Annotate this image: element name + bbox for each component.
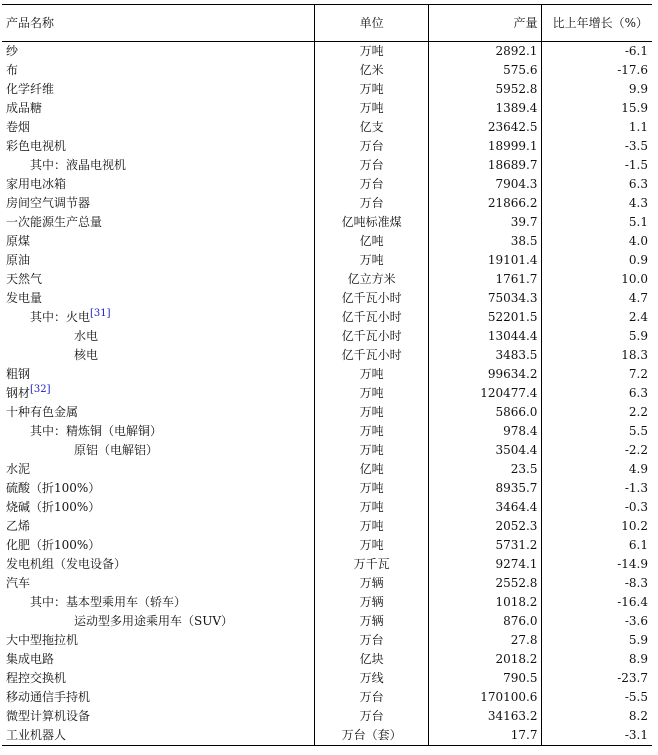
product-name: 移动通信手持机 <box>6 690 91 704</box>
unit-cell: 万台 <box>315 688 429 707</box>
table-row <box>2 156 652 175</box>
table-row <box>2 118 652 137</box>
product-name: 成品糖 <box>6 101 43 115</box>
output-cell: 120477.4 <box>428 384 542 403</box>
growth-cell: 0.9 <box>542 251 652 270</box>
growth-cell: -3.6 <box>542 612 652 631</box>
product-name-cell <box>2 688 315 707</box>
product-name: 硫酸（折100%） <box>6 481 101 495</box>
output-cell: 3504.4 <box>428 441 542 460</box>
table-row <box>2 251 652 270</box>
product-name-cell <box>2 118 315 137</box>
table-row <box>2 327 652 346</box>
output-cell: 1389.4 <box>428 99 542 118</box>
growth-cell: 7.2 <box>542 365 652 384</box>
subitem-prefix: 其中： <box>30 595 67 609</box>
table-row <box>2 536 652 555</box>
growth-cell: 6.3 <box>542 175 652 194</box>
output-cell: 5866.0 <box>428 403 542 422</box>
product-name-cell <box>2 270 315 289</box>
growth-cell: 18.3 <box>542 346 652 365</box>
growth-cell: 2.2 <box>542 403 652 422</box>
product-name-cell <box>2 726 315 746</box>
product-name-cell <box>2 441 315 460</box>
output-cell: 21866.2 <box>428 194 542 213</box>
growth-cell: -23.7 <box>542 669 652 688</box>
product-name: 精炼铜（电解铜） <box>66 424 163 438</box>
growth-cell: -16.4 <box>542 593 652 612</box>
growth-cell: -3.5 <box>542 137 652 156</box>
table-row <box>2 99 652 118</box>
product-name-cell <box>2 175 315 194</box>
growth-cell: 5.1 <box>542 213 652 232</box>
growth-cell: -6.1 <box>542 42 652 62</box>
product-name-cell <box>2 194 315 213</box>
product-name: 基本型乘用车（轿车） <box>66 595 187 609</box>
table-row <box>2 270 652 289</box>
output-cell: 2892.1 <box>428 42 542 62</box>
unit-cell: 万吨 <box>315 403 429 422</box>
product-name-cell <box>2 365 315 384</box>
output-cell: 790.5 <box>428 669 542 688</box>
product-name-cell <box>2 61 315 80</box>
unit-cell: 万辆 <box>315 593 429 612</box>
product-name-cell <box>2 536 315 555</box>
product-name-cell <box>2 213 315 232</box>
growth-cell: -0.3 <box>542 498 652 517</box>
product-name: 化肥（折100%） <box>6 538 101 552</box>
product-name: 钢材 <box>6 386 31 400</box>
product-name-cell <box>2 156 315 175</box>
product-name: 原铝（电解铝） <box>74 443 159 457</box>
unit-cell: 万台 <box>315 137 429 156</box>
product-name: 十种有色金属 <box>6 405 79 419</box>
output-cell: 575.6 <box>428 61 542 80</box>
product-name: 发电机组（发电设备） <box>6 557 127 571</box>
product-name-cell <box>2 99 315 118</box>
output-cell: 7904.3 <box>428 175 542 194</box>
product-name: 天然气 <box>6 272 43 286</box>
growth-cell: 9.9 <box>542 80 652 99</box>
unit-cell: 万吨 <box>315 80 429 99</box>
growth-cell: -3.1 <box>542 726 652 746</box>
product-name: 化学纤维 <box>6 82 55 96</box>
table-row <box>2 612 652 631</box>
table-row <box>2 726 652 746</box>
unit-cell: 亿米 <box>315 61 429 80</box>
unit-cell: 万吨 <box>315 365 429 384</box>
table-row <box>2 460 652 479</box>
product-name: 粗钢 <box>6 367 31 381</box>
unit-cell: 亿千瓦小时 <box>315 308 429 327</box>
table-row <box>2 441 652 460</box>
table-row <box>2 80 652 99</box>
output-cell: 9274.1 <box>428 555 542 574</box>
product-name-cell <box>2 308 315 327</box>
growth-cell: 5.9 <box>542 327 652 346</box>
growth-cell: 5.9 <box>542 631 652 650</box>
unit-cell: 万吨 <box>315 384 429 403</box>
unit-cell: 亿千瓦小时 <box>315 327 429 346</box>
product-name-cell <box>2 555 315 574</box>
footnote-link[interactable]: [31] <box>90 308 111 319</box>
unit-cell: 万吨 <box>315 422 429 441</box>
unit-cell: 万吨 <box>315 99 429 118</box>
output-cell: 2052.3 <box>428 517 542 536</box>
output-cell: 3464.4 <box>428 498 542 517</box>
product-name: 液晶电视机 <box>66 158 127 172</box>
output-cell: 2018.2 <box>428 650 542 669</box>
table-row <box>2 422 652 441</box>
table-row <box>2 669 652 688</box>
product-name: 家用电冰箱 <box>6 177 67 191</box>
product-name: 汽车 <box>6 576 31 590</box>
unit-cell: 亿支 <box>315 118 429 137</box>
unit-cell: 亿千瓦小时 <box>315 346 429 365</box>
product-name-cell <box>2 327 315 346</box>
product-name: 乙烯 <box>6 519 31 533</box>
unit-cell: 万台 <box>315 631 429 650</box>
table-row <box>2 175 652 194</box>
product-name-cell <box>2 80 315 99</box>
product-name: 大中型拖拉机 <box>6 633 79 647</box>
growth-cell: -1.5 <box>542 156 652 175</box>
product-name: 程控交换机 <box>6 671 67 685</box>
product-output-table <box>2 4 652 746</box>
unit-cell: 万辆 <box>315 612 429 631</box>
unit-cell: 万辆 <box>315 574 429 593</box>
unit-cell: 万吨 <box>315 498 429 517</box>
product-name: 原煤 <box>6 234 31 248</box>
table-row <box>2 688 652 707</box>
output-cell: 99634.2 <box>428 365 542 384</box>
growth-cell: 10.2 <box>542 517 652 536</box>
table-row <box>2 384 652 403</box>
growth-cell: 1.1 <box>542 118 652 137</box>
output-cell: 27.8 <box>428 631 542 650</box>
growth-cell: 5.5 <box>542 422 652 441</box>
product-name: 彩色电视机 <box>6 139 67 153</box>
output-cell: 5952.8 <box>428 80 542 99</box>
table-row <box>2 403 652 422</box>
table-row <box>2 707 652 726</box>
growth-cell: 15.9 <box>542 99 652 118</box>
output-cell: 1761.7 <box>428 270 542 289</box>
growth-cell: -17.6 <box>542 61 652 80</box>
table-row <box>2 574 652 593</box>
output-cell: 2552.8 <box>428 574 542 593</box>
subitem-prefix: 其中： <box>30 310 67 324</box>
table-row <box>2 498 652 517</box>
product-name: 集成电路 <box>6 652 55 666</box>
footnote-link[interactable]: [32] <box>30 384 51 395</box>
unit-cell: 亿吨 <box>315 232 429 251</box>
product-name: 烧碱（折100%） <box>6 500 101 514</box>
table-row <box>2 137 652 156</box>
product-name: 纱 <box>6 44 19 58</box>
output-cell: 75034.3 <box>428 289 542 308</box>
table-body <box>2 42 652 746</box>
growth-cell: 6.1 <box>542 536 652 555</box>
output-cell: 18689.7 <box>428 156 542 175</box>
growth-cell: 8.9 <box>542 650 652 669</box>
product-name-cell <box>2 346 315 365</box>
growth-cell: -5.5 <box>542 688 652 707</box>
output-cell: 39.7 <box>428 213 542 232</box>
unit-cell: 亿吨 <box>315 460 429 479</box>
unit-cell: 万吨 <box>315 536 429 555</box>
product-name: 一次能源生产总量 <box>6 215 103 229</box>
growth-cell: 4.3 <box>542 194 652 213</box>
unit-cell: 亿吨标准煤 <box>315 213 429 232</box>
output-cell: 23642.5 <box>428 118 542 137</box>
growth-cell: 4.9 <box>542 460 652 479</box>
product-name: 微型计算机设备 <box>6 709 91 723</box>
table-header-row <box>2 5 652 42</box>
product-name: 核电 <box>74 348 99 362</box>
product-name: 房间空气调节器 <box>6 196 91 210</box>
output-cell: 8935.7 <box>428 479 542 498</box>
product-name-cell <box>2 650 315 669</box>
unit-cell: 亿块 <box>315 650 429 669</box>
product-name-cell <box>2 422 315 441</box>
header-product-name: 产品名称 <box>2 5 315 42</box>
output-cell: 170100.6 <box>428 688 542 707</box>
product-name-cell <box>2 137 315 156</box>
unit-cell: 万台 <box>315 194 429 213</box>
table-row <box>2 61 652 80</box>
growth-cell: 2.4 <box>542 308 652 327</box>
product-name: 运动型多用途乘用车（SUV） <box>74 614 234 628</box>
output-cell: 17.7 <box>428 726 542 746</box>
unit-cell: 万吨 <box>315 441 429 460</box>
output-cell: 18999.1 <box>428 137 542 156</box>
unit-cell: 万吨 <box>315 517 429 536</box>
table-row <box>2 517 652 536</box>
growth-cell: 8.2 <box>542 707 652 726</box>
output-cell: 13044.4 <box>428 327 542 346</box>
table-row <box>2 213 652 232</box>
table-row <box>2 555 652 574</box>
table-row <box>2 631 652 650</box>
product-name-cell <box>2 593 315 612</box>
growth-cell: -8.3 <box>542 574 652 593</box>
header-growth: 比上年增长（%） <box>542 5 652 42</box>
product-name-cell <box>2 631 315 650</box>
product-name-cell <box>2 403 315 422</box>
product-name-cell <box>2 612 315 631</box>
output-cell: 978.4 <box>428 422 542 441</box>
unit-cell: 万台（套） <box>315 726 429 746</box>
product-name-cell <box>2 251 315 270</box>
product-name-cell <box>2 42 315 62</box>
table-row <box>2 308 652 327</box>
unit-cell: 万台 <box>315 156 429 175</box>
unit-cell: 万吨 <box>315 479 429 498</box>
subitem-prefix: 其中： <box>30 158 67 172</box>
growth-cell: -2.2 <box>542 441 652 460</box>
product-name-cell <box>2 460 315 479</box>
product-name: 原油 <box>6 253 31 267</box>
output-cell: 5731.2 <box>428 536 542 555</box>
growth-cell: -14.9 <box>542 555 652 574</box>
product-name: 发电量 <box>6 291 43 305</box>
output-cell: 3483.5 <box>428 346 542 365</box>
table-row <box>2 194 652 213</box>
growth-cell: -1.3 <box>542 479 652 498</box>
product-name-cell <box>2 574 315 593</box>
product-name-cell <box>2 479 315 498</box>
output-cell: 876.0 <box>428 612 542 631</box>
product-name-cell <box>2 232 315 251</box>
unit-cell: 万千瓦 <box>315 555 429 574</box>
unit-cell: 万线 <box>315 669 429 688</box>
product-name-cell <box>2 498 315 517</box>
product-name: 水泥 <box>6 462 31 476</box>
unit-cell: 亿千瓦小时 <box>315 289 429 308</box>
output-cell: 19101.4 <box>428 251 542 270</box>
product-name: 火电 <box>66 310 91 324</box>
subitem-prefix: 其中： <box>30 424 67 438</box>
product-name: 水电 <box>74 329 99 343</box>
table-row <box>2 365 652 384</box>
growth-cell: 4.7 <box>542 289 652 308</box>
output-cell: 52201.5 <box>428 308 542 327</box>
product-name-cell <box>2 384 315 403</box>
output-cell: 38.5 <box>428 232 542 251</box>
unit-cell: 万台 <box>315 707 429 726</box>
growth-cell: 4.0 <box>542 232 652 251</box>
header-output: 产量 <box>428 5 542 42</box>
product-name-cell <box>2 707 315 726</box>
growth-cell: 10.0 <box>542 270 652 289</box>
table-row <box>2 593 652 612</box>
product-name: 布 <box>6 63 19 77</box>
unit-cell: 万台 <box>315 175 429 194</box>
unit-cell: 万吨 <box>315 251 429 270</box>
table-row <box>2 479 652 498</box>
table-row <box>2 289 652 308</box>
product-name-cell <box>2 289 315 308</box>
product-name: 工业机器人 <box>6 728 67 742</box>
header-unit: 单位 <box>315 5 429 42</box>
table-row <box>2 650 652 669</box>
product-name: 卷烟 <box>6 120 31 134</box>
unit-cell: 亿立方米 <box>315 270 429 289</box>
product-name-cell <box>2 669 315 688</box>
unit-cell: 万吨 <box>315 42 429 62</box>
table-row <box>2 232 652 251</box>
output-cell: 34163.2 <box>428 707 542 726</box>
table-row <box>2 346 652 365</box>
output-cell: 23.5 <box>428 460 542 479</box>
output-cell: 1018.2 <box>428 593 542 612</box>
product-name-cell <box>2 517 315 536</box>
growth-cell: 6.3 <box>542 384 652 403</box>
table-row <box>2 42 652 62</box>
